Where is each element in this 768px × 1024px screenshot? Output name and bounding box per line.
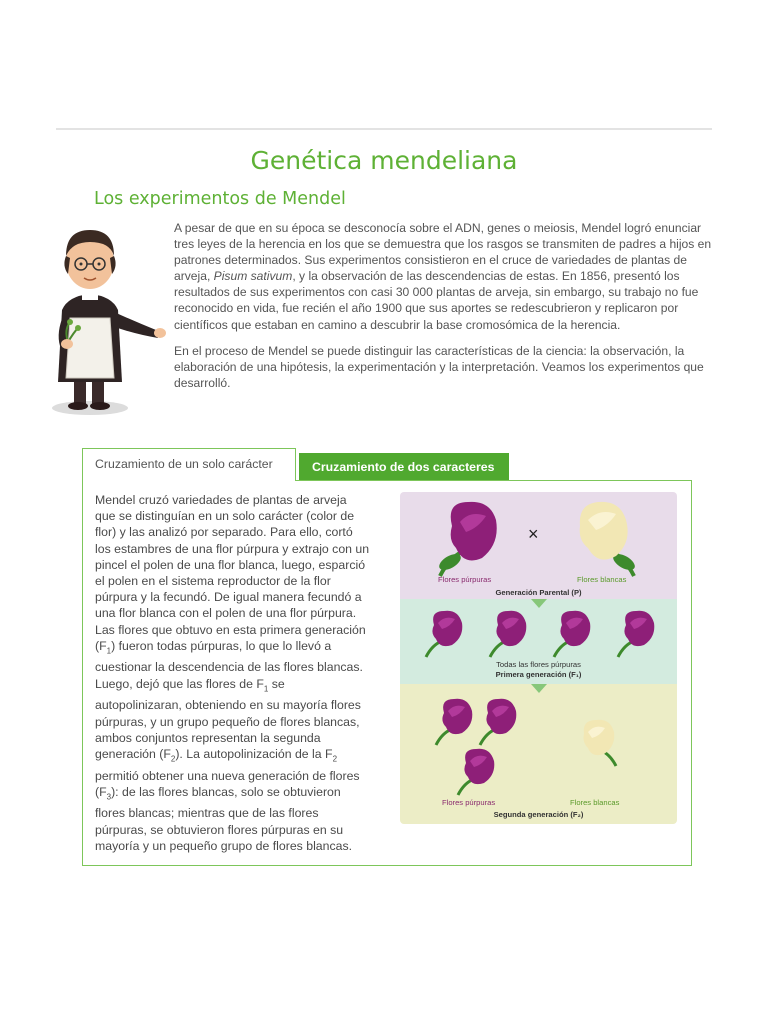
cross-symbol: × xyxy=(528,524,539,544)
white-flower-icon xyxy=(568,496,643,580)
arrow-down-icon xyxy=(531,684,547,693)
mendel-cross-diagram xyxy=(400,492,677,824)
parental-generation-label: Generación Parental (P) xyxy=(495,588,582,597)
tab-two-traits[interactable]: Cruzamiento de dos caracteres xyxy=(299,453,509,481)
page-title: Genética mendeliana xyxy=(250,146,518,175)
panel-description: Mendel cruzó variedades de plantas de arveja que se distinguían en un solo carácter (color de flor) y las analizó por separado. Para ello, cortó los estambres de una flor púrpura y extrajo con un pincel el polen de una flor blanca, luego, esparció el polen en el sistema reproductor de la flor púrpura y la fecundó. De igual manera fecundó a una flor blanca con el polen de una flor púrpura. Las flores que obtuvo en esta primera generación $(F_1)$ fueron todas púrpuras, lo que lo llevó a cuestionar la descendencia de las flores blancas. Luego, dejó que las flores de $F_1$ se autopolinizaran, obteniendo en su mayoría flores púrpuras, y un grupo pequeño de flores blancas, ambos conjuntos representan la segunda generación $(F_2)$. La autopolinización de la $F_2$ permitió obtener una nueva generación de flores $(F_3)$: de las flores blancas, solo se obtuvieron flores blancas; mientras que de las flores púrpuras, se obtuvieron flores púrpuras en su mayoría y un pequeño grupo de flores blancas. xyxy=(95,493,370,853)
f2-white-label: Flores blancas xyxy=(570,798,620,807)
intro-paragraph-1: A pesar de que en su época se desconocía sobre el ADN, genes o meiosis, Mendel logró enunciar tres leyes de la herencia en los que se demuestra que los rasgos se transmiten de padres a hijos en patrones determinados. Sus experimentos consistieron en el cruce de variedades de plantas de arveja, Pisum sativum, y la observación de las descendencias de estas. En 1856, presentó los resultados de sus experimentos con casi 30 000 plantas de arveja, sin embargo, su trabajo no fue reconocido en vida, fue recién el año 1900 que sus aportes se redescubrieron y replicaron por científicos que estaban en camino a descubrir la base cromosómica de la herencia. xyxy=(174,221,712,332)
purple-flower-icon xyxy=(430,496,505,580)
f2-purple-label: Flores púrpuras xyxy=(442,798,496,807)
f1-caption: Todas las flores púrpuras xyxy=(496,660,581,669)
white-flower-icon xyxy=(576,716,622,768)
purple-flower-icon xyxy=(452,745,498,797)
first-generation-label: Primera generación (F₁) xyxy=(495,670,582,679)
tab-single-trait[interactable]: Cruzamiento de un solo carácter xyxy=(82,448,296,481)
mendel-illustration xyxy=(48,222,166,418)
arrow-down-icon xyxy=(531,599,547,608)
second-generation-label: Segunda generación (F₂) xyxy=(493,810,584,819)
purple-flower-icon xyxy=(484,607,530,659)
intro-text xyxy=(174,220,714,401)
parental-white-label: Flores blancas xyxy=(577,575,627,584)
top-divider xyxy=(56,128,712,130)
parental-purple-label: Flores púrpuras xyxy=(438,575,492,584)
intro-paragraph-2: En el proceso de Mendel se puede distinguir las características de la ciencia: la observación, la elaboración de una hipótesis, la experimentación y la interpretación. Veamos los experimentos que desarrolló. xyxy=(174,343,704,390)
purple-flower-icon xyxy=(474,695,520,747)
purple-flower-icon xyxy=(548,607,594,659)
section-title: Los experimentos de Mendel xyxy=(94,189,346,209)
purple-flower-icon xyxy=(612,607,658,659)
purple-flower-icon xyxy=(430,695,476,747)
purple-flower-icon xyxy=(420,607,466,659)
